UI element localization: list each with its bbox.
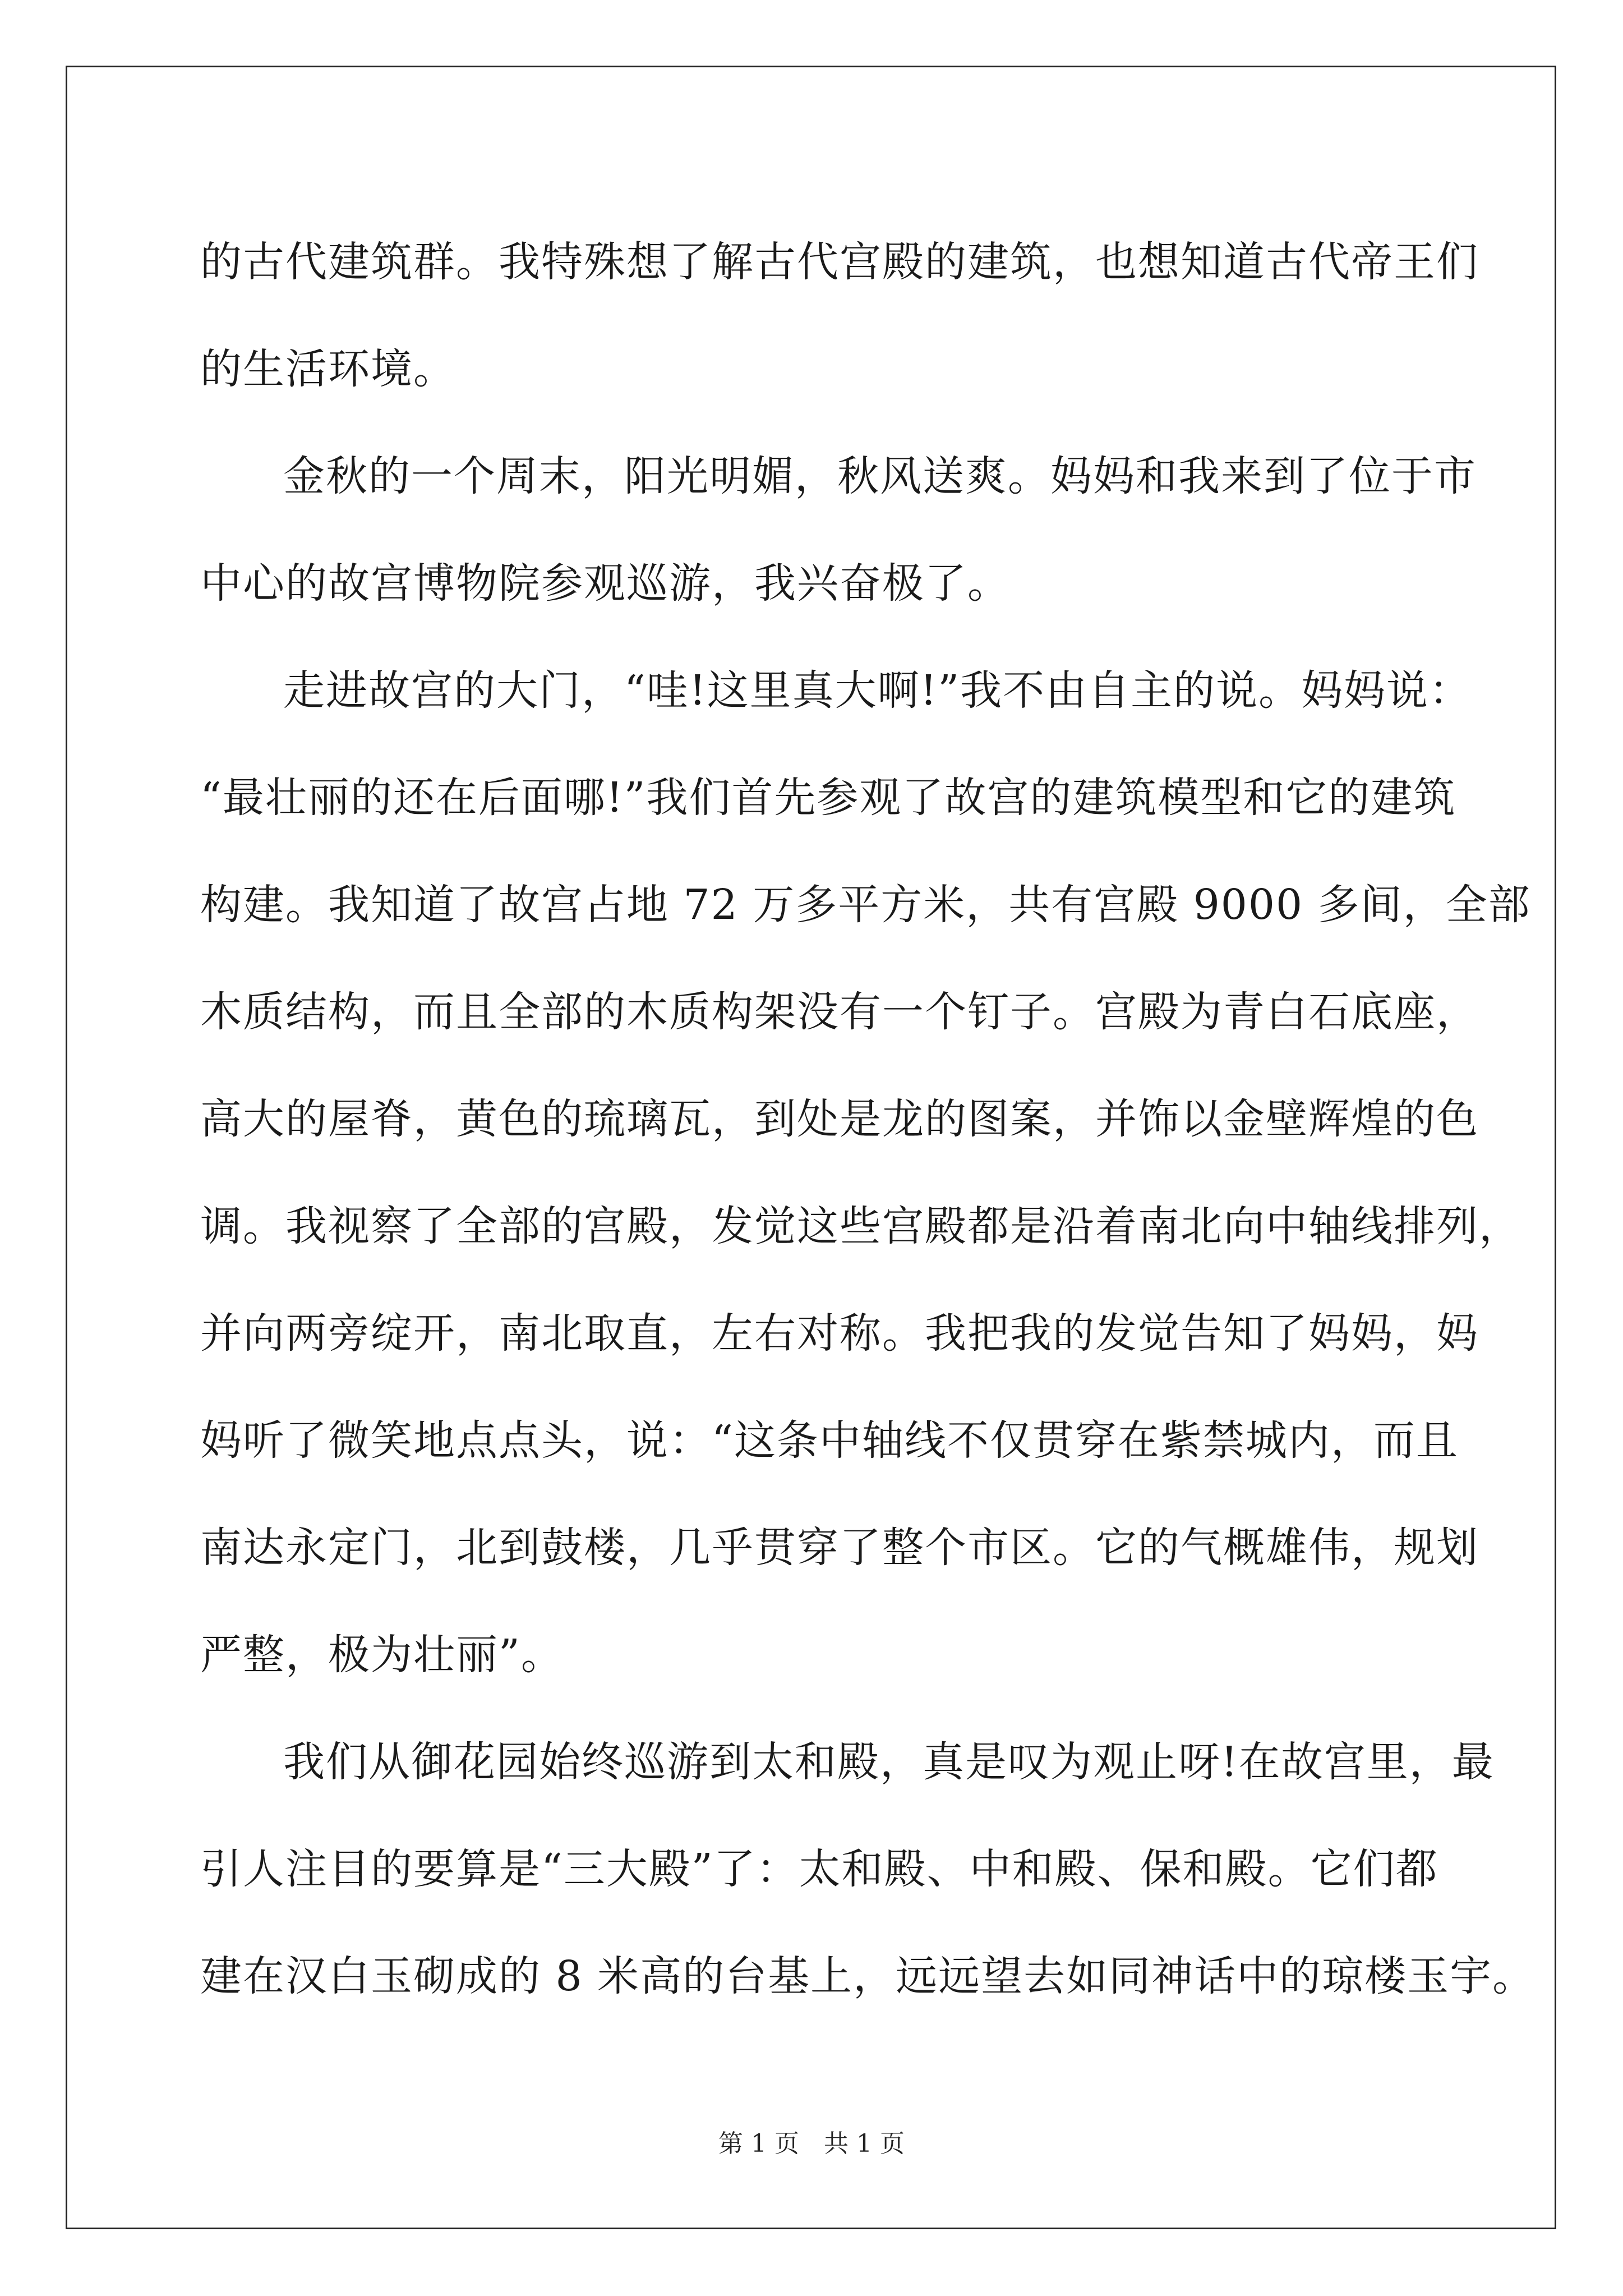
text-line: “最壮丽的还在后面哪!”我们首先参观了故宫的建筑模型和它的建筑 bbox=[200, 774, 1456, 822]
paragraph-start-line: 我们从御花园始终巡游到太和殿，真是叹为观止呀!在故宫里，最 bbox=[283, 1738, 1495, 1786]
text-line: 木质结构，而且全部的木质构架没有一个钉子。宫殿为青白石底座， bbox=[200, 988, 1479, 1036]
text-line: 建在汉白玉砌成的 8 米高的台基上，远远望去如同神话中的琼楼玉宇。 bbox=[200, 1952, 1536, 2000]
text-line: 并向两旁绽开，南北取直，左右对称。我把我的发觉告知了妈妈，妈 bbox=[200, 1309, 1479, 1358]
text-line: 的古代建筑群。我特殊想了解古代宫殿的建筑，也想知道古代帝王们 bbox=[200, 238, 1479, 286]
document-body bbox=[200, 209, 1536, 2030]
text-line: 构建。我知道了故宫占地 72 万多平方米，共有宫殿 9000 多间，全部 bbox=[200, 881, 1531, 929]
text-line: 严整，极为壮丽”。 bbox=[200, 1631, 564, 1679]
page-number: 第 1 页 bbox=[718, 2129, 799, 2158]
text-line: 调。我视察了全部的宫殿，发觉这些宫殿都是沿着南北向中轴线排列， bbox=[200, 1202, 1521, 1250]
paragraph-start-line: 金秋的一个周末，阳光明媚，秋风送爽。妈妈和我来到了位于市 bbox=[283, 452, 1477, 500]
page-footer bbox=[0, 2127, 1623, 2161]
paragraph-start-line: 走进故宫的大门，“哇!这里真大啊!”我不由自主的说。妈妈说： bbox=[283, 666, 1472, 715]
text-line: 的生活环境。 bbox=[200, 345, 456, 393]
text-line: 引人注目的要算是“三大殿”了：太和殿、中和殿、保和殿。它们都 bbox=[200, 1845, 1438, 1893]
page-total: 共 1 页 bbox=[824, 2129, 905, 2158]
text-line: 南达永定门，北到鼓楼，几乎贯穿了整个市区。它的气概雄伟，规划 bbox=[200, 1524, 1479, 1572]
text-line: 中心的故宫博物院参观巡游，我兴奋极了。 bbox=[200, 559, 1010, 608]
text-line: 高大的屋脊，黄色的琉璃瓦，到处是龙的图案，并饰以金壁辉煌的色 bbox=[200, 1095, 1479, 1143]
text-line: 妈听了微笑地点点头，说：“这条中轴线不仅贯穿在紫禁城内，而且 bbox=[200, 1416, 1459, 1465]
